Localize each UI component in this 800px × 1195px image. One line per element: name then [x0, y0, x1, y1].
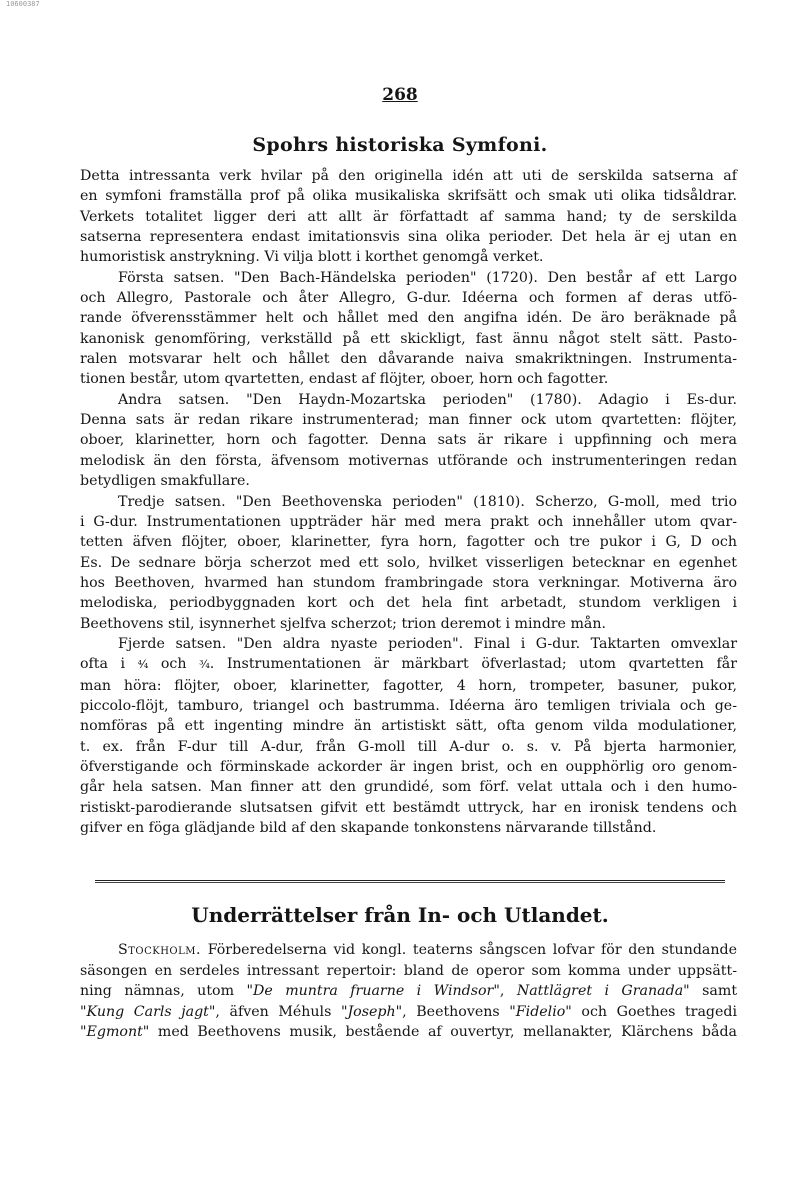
- text-line: Denna sats är redan rikare instrumenterad; man finner ock utom qvartetten: flöjter,: [80, 412, 737, 429]
- text-line: Detta intressanta verk hvilar på den originella idén att uti de serskilda satserna af: [80, 168, 737, 184]
- news-section-title: Underrättelser från In- och Utlandet.: [191, 903, 609, 927]
- text-fragment: ofta i: [80, 656, 126, 673]
- text-line: oboer, klarinetter, horn och fagotter. Denna sats är rikare i uppfinning och mera: [80, 432, 737, 449]
- text-line: [80, 1002, 737, 1023]
- work-title: "Egmont": [80, 1024, 150, 1040]
- intro-paragraph: [80, 166, 737, 268]
- third-movement-paragraph: [80, 492, 737, 634]
- text-line: rande öfverensstämmer helt och hållet med den angifna idén. De äro beräknade på: [80, 310, 737, 327]
- time-signature-fraction: ³⁄₄: [199, 658, 210, 672]
- text-fragment: och: [160, 656, 187, 673]
- text-line: melodiska, periodbyggnaden kort och det hela fint arbetadt, stundom verkligen i: [80, 595, 737, 612]
- section-divider: [95, 880, 725, 881]
- corner-code: 10600387: [6, 0, 40, 8]
- text-line: [80, 654, 737, 675]
- text-line: [80, 1022, 737, 1043]
- text-line: Fjerde satsen. "Den aldra nyaste perioden". Final i G-dur. Taktarten omvexlar: [118, 635, 737, 652]
- article-body: [80, 166, 737, 838]
- text-line: tionen består, utom qvartetten, endast af flöjter, oboer, horn och fagotter.: [80, 371, 609, 388]
- text-fragment: . Instrumentationen är märkbart öfverlastad; utom qvartetten får: [209, 656, 738, 673]
- text-line: Verkets totalitet ligger deri att allt är författadt af samma hand; ty de serskilda: [80, 208, 737, 225]
- text-line: nomföras på ett ingenting mindre än artistiskt sätt, ofta genom vilda modulationer,: [80, 718, 737, 735]
- text-line: en symfoni framställa prof på olika musikaliska skrifsätt och smak uti olika tidsåldrar.: [80, 188, 737, 205]
- section-title: Spohrs historiska Symfoni.: [252, 134, 548, 156]
- text-fragment: ning nämnas, utom: [80, 983, 235, 999]
- work-title: Nattlägret i Granada": [516, 983, 690, 999]
- text-fragment: , äfven Méhuls: [215, 1003, 332, 1020]
- fourth-movement-paragraph: [80, 634, 737, 838]
- text-line: man höra: flöjter, oboer, klarinetter, fagotter, 4 horn, trompeter, basuner, pukor,: [80, 677, 737, 694]
- news-body: [80, 940, 737, 1043]
- text-line: Beethovens stil, isynnerhet sjelfva scherzot; trion deremot i mindre mån.: [80, 615, 607, 632]
- section-divider: [95, 882, 725, 883]
- text-line: ristiskt-parodierande slutsatsen gifvit ett bestämdt uttryck, har en ironisk tendens och: [80, 799, 737, 816]
- text-line: i G-dur. Instrumentationen uppträder här med mera prakt och innehåller utom qvar-: [80, 513, 737, 530]
- first-movement-paragraph: [80, 268, 737, 390]
- text-line: melodisk än den första, äfvensom motivernas utförande och instrumenteringen redan: [80, 452, 737, 469]
- text-line: går hela satsen. Man finner att den grundidé, som förf. velat uttala och i den humo-: [80, 779, 737, 796]
- text-fragment: ,: [499, 983, 505, 999]
- text-fragment: samt: [702, 983, 738, 999]
- text-fragment: , Beethovens: [402, 1003, 500, 1020]
- text-line: [80, 981, 737, 1002]
- text-line: och Allegro, Pastorale och åter Allegro, G-dur. Idéerna och formen af deras utfö-: [80, 290, 737, 307]
- text-line: hos Beethoven, hvarmed han stundom frambringade stora verkningar. Motiverna äro: [80, 574, 737, 591]
- text-fragment: Förberedelserna vid kongl. teaterns sångscen lofvar för den stundande: [207, 942, 737, 958]
- text-line: tetten äfven flöjter, oboer, klarinetter, fyra horn, fagotter och tre pukor i G, D och: [80, 534, 737, 551]
- text-line: piccolo-flöjt, tamburo, triangel och bastrumma. Idéerna äro temligen triviala och ge-: [80, 697, 737, 714]
- text-line: Tredje satsen. "Den Beethovenska perioden" (1810). Scherzo, G-moll, med trio: [118, 493, 737, 510]
- work-title: "Joseph": [340, 1003, 403, 1020]
- text-line: kanonisk genomföring, verkställd på ett skickligt, fast ännu något stelt sätt. Pasto-: [80, 330, 737, 347]
- text-line: säsongen en serdeles intressant repertoir: bland de operor som komma under uppsätt-: [80, 962, 737, 979]
- text-line: Andra satsen. "Den Haydn-Mozartska perioden" (1780). Adagio i Es-dur.: [118, 391, 737, 408]
- work-title: "Kung Carls jagt": [80, 1003, 216, 1020]
- text-line: ralen motsvarar helt och hållet den dåvarande naiva smakriktningen. Instrumenta-: [80, 351, 737, 368]
- text-line: satserna representera endast imitationsvis sina olika perioder. Det hela är ej utan en: [80, 229, 737, 246]
- text-fragment: med Beethovens musik, bestående af ouvertyr, mellanakter, Klärchens båda: [157, 1024, 737, 1040]
- second-movement-paragraph: [80, 390, 737, 492]
- time-signature-fraction: ⁴⁄₄: [137, 658, 149, 672]
- page-number: 268: [382, 85, 418, 105]
- work-title: "Fidelio": [509, 1003, 572, 1020]
- text-line: gifver en föga glädjande bild af den skapande tonkonstens närvarande tillstånd.: [80, 820, 657, 836]
- text-fragment: och Goethes tragedi: [581, 1003, 738, 1020]
- work-title: "De muntra fruarne i Windsor": [246, 983, 500, 999]
- text-line: Es. De sednare börja scherzot med ett solo, hvilket visserligen betecknar en egenhet: [80, 554, 737, 571]
- text-line: Första satsen. "Den Bach-Händelska perioden" (1720). Den består af ett Largo: [118, 269, 737, 286]
- text-line: humoristisk anstrykning. Vi vilja blott i korthet genomgå verket.: [80, 249, 544, 266]
- text-line: t. ex. från F-dur till A-dur, från G-moll till A-dur o. s. v. På bjerta harmonier,: [80, 738, 737, 755]
- text-line: betydligen smakfullare.: [80, 473, 250, 490]
- text-line: [80, 940, 737, 961]
- text-line: öfverstigande och förminskade ackorder är ingen brist, och en oupphörlig oro genom-: [80, 758, 737, 775]
- city-name: Stockholm.: [118, 942, 202, 958]
